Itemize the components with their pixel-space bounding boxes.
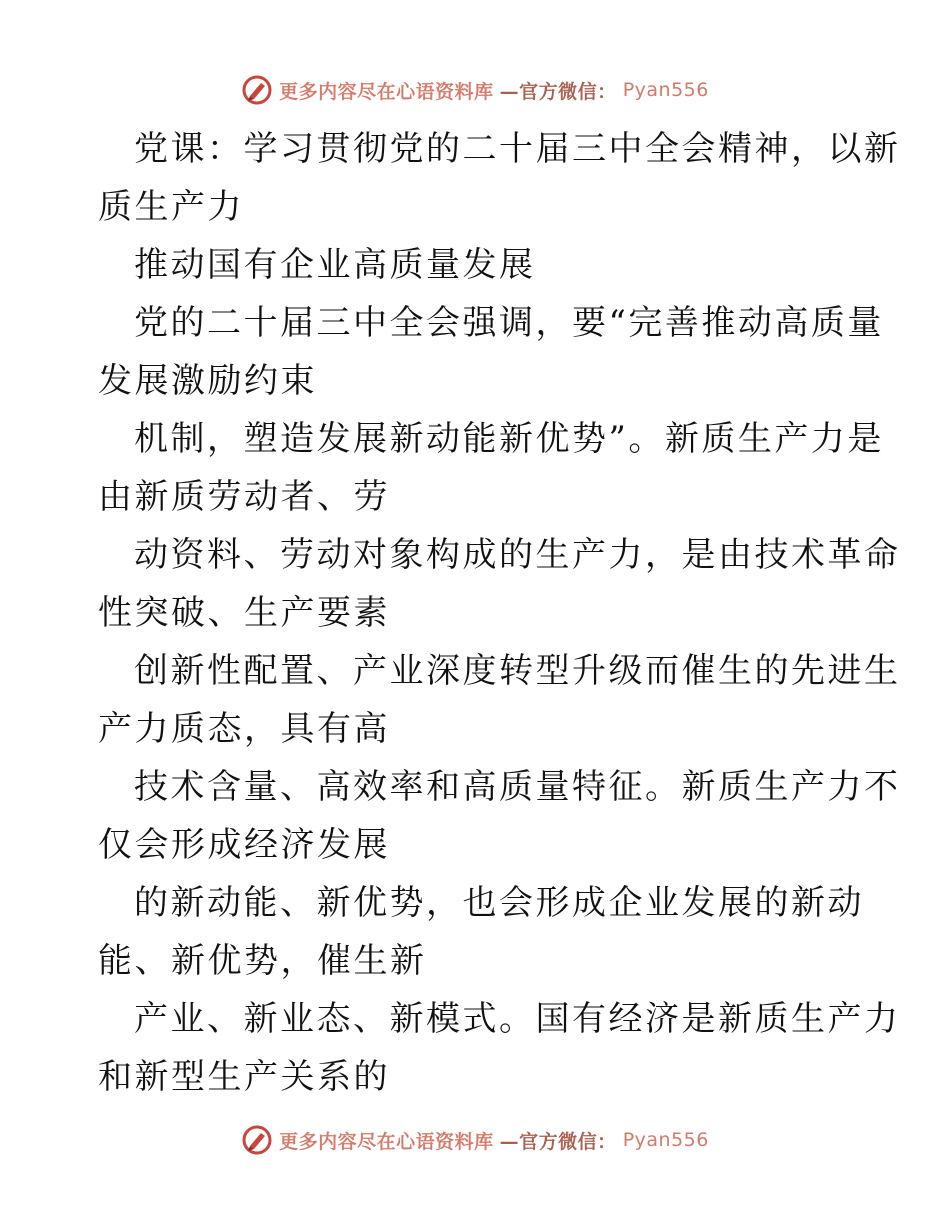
banner-wechat-id: Pyan556	[622, 79, 709, 101]
text-line: 能、新优势，催生新	[98, 941, 427, 981]
text-line: 机制，塑造发展新动能新优势”。新质生产力是	[134, 419, 884, 459]
text-line: 由新质劳动者、劳	[98, 477, 390, 517]
text-line: 仅会形成经济发展	[98, 825, 390, 865]
text-line: 党的二十届三中全会强调，要“完善推动高质量	[134, 303, 884, 343]
banner-site-text: 更多内容尽在心语资料库	[279, 80, 494, 103]
text-line: 动资料、劳动对象构成的生产力，是由技术革命	[134, 535, 901, 575]
text-line: 和新型生产关系的	[98, 1057, 390, 1097]
text-line: 创新性配置、产业深度转型升级而催生的先进生	[134, 651, 901, 691]
text-line: 产力质态，具有高	[98, 709, 390, 749]
text-line: 党课：学习贯彻党的二十届三中全会精神，以新	[134, 129, 901, 169]
text-line: 技术含量、高效率和高质量特征。新质生产力不	[134, 767, 901, 807]
footer-watermark-banner	[0, 1120, 950, 1160]
banner-wechat-id: Pyan556	[622, 1129, 709, 1151]
brand-logo-icon	[241, 74, 273, 106]
text-line: 性突破、生产要素	[98, 593, 390, 633]
text-line: 质生产力	[98, 187, 244, 227]
banner-wechat-label: —官方微信：	[499, 1130, 617, 1153]
brand-logo-icon	[241, 1124, 273, 1156]
banner-site-text: 更多内容尽在心语资料库	[279, 1130, 494, 1153]
text-line: 推动国有企业高质量发展	[134, 245, 536, 285]
text-line: 产业、新业态、新模式。国有经济是新质生产力	[134, 999, 901, 1039]
header-watermark-banner	[0, 70, 950, 110]
text-line: 的新动能、新优势，也会形成企业发展的新动	[134, 883, 864, 923]
banner-wechat-label: —官方微信：	[499, 80, 617, 103]
text-line: 发展激励约束	[98, 361, 317, 401]
